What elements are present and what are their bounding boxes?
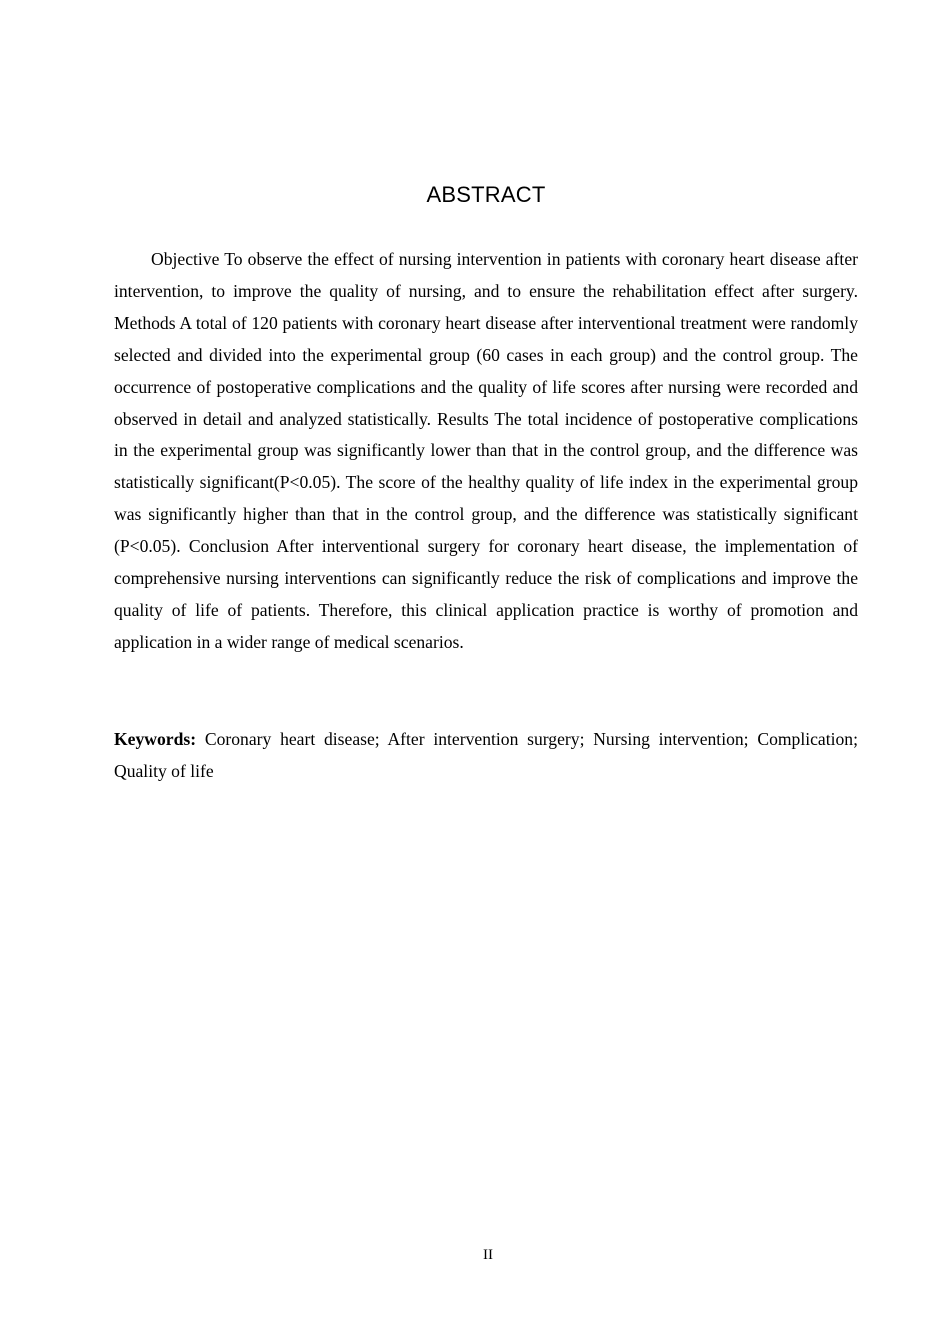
abstract-title: ABSTRACT <box>426 182 546 207</box>
keywords-paragraph <box>114 723 858 787</box>
page-number: II <box>483 1247 493 1263</box>
keywords-label: Keywords: <box>114 729 197 749</box>
abstract-body: Objective To observe the effect of nursing intervention in patients with coronary heart disease after intervention, to improve the quality of nursing, and to ensure the rehabilitation effect after surgery. Methods A total of 120 patients with coronary heart disease after interventional treatment were randomly selected and divided into the experimental group (60 cases in each group) and the control group. The occurrence of postoperative complications and the quality of life scores after nursing were recorded and observed in detail and analyzed statistically. Results The total incidence of postoperative complications in the experimental group was significantly lower than that in the control group, and the difference was statistically significant(P<0.05). The score of the healthy quality of life index in the experimental group was significantly higher than that in the control group, and the difference was statistically significant (P<0.05). Conclusion After interventional surgery for coronary heart disease, the implementation of comprehensive nursing interventions can significantly reduce the risk of complications and improve the quality of life of patients. Therefore, this clinical application practice is worthy of promotion and application in a wider range of medical scenarios. <box>114 249 858 652</box>
keywords-text: Coronary heart disease; After intervention surgery; Nursing intervention; Complication; Quality of life <box>114 729 858 781</box>
